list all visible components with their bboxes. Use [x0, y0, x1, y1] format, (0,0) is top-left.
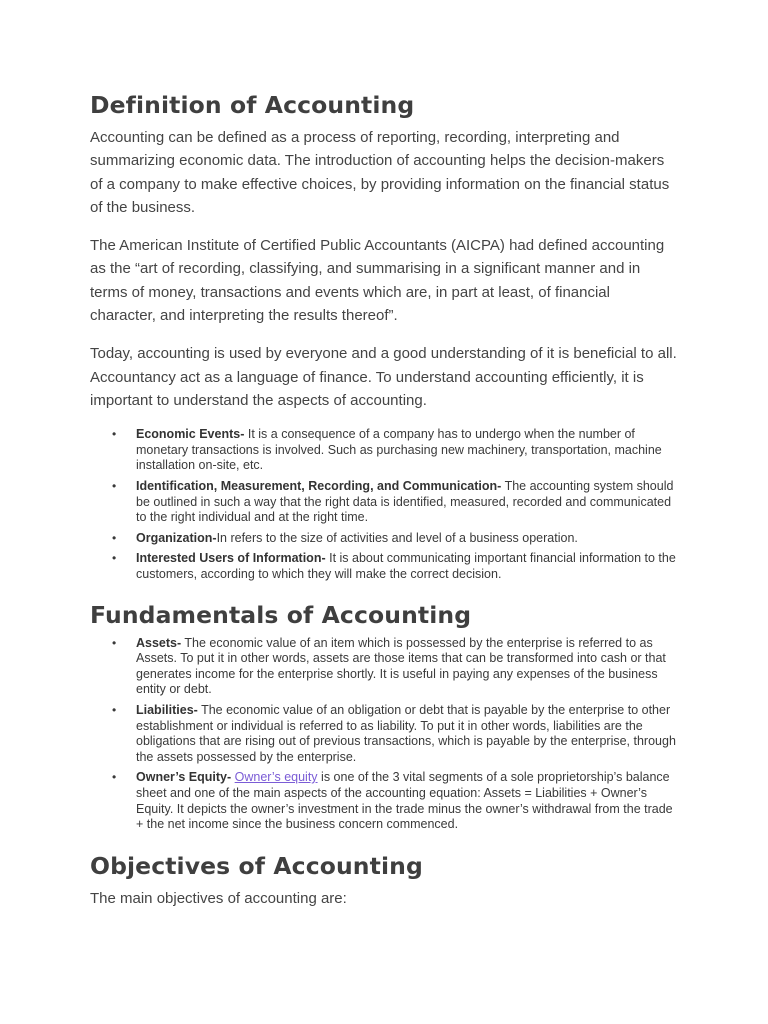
document-page: [90, 88, 678, 925]
aspects-list: [90, 427, 678, 582]
list-item: [90, 427, 678, 474]
section-title-fundamentals: Fundamentals of Accounting: [90, 600, 472, 629]
list-item: [90, 636, 678, 698]
bullet-icon: •: [112, 530, 117, 545]
bullet-icon: •: [112, 770, 117, 785]
list-item-term: Identification, Measurement, Recording, and Communication-: [136, 479, 502, 494]
list-item-term: Liabilities-: [136, 702, 198, 717]
owners-equity-link[interactable]: Owner’s equity: [234, 770, 318, 785]
list-item: [90, 531, 678, 547]
bullet-icon: •: [112, 479, 117, 494]
section-title-objectives: Objectives of Accounting: [90, 851, 423, 880]
bullet-icon: •: [112, 702, 117, 717]
list-item-text: In refers to the size of activities and level of a business operation.: [216, 530, 578, 545]
paragraph: Today, accounting is used by everyone and a good understanding of it is beneficial to all. Accountancy act as a language of finance. To understand accounting efficiently, it is important to understand the aspects of accounting.: [90, 345, 677, 409]
list-item-text: It is about communicating important financial information to the customers, according to which they will make the correct decision.: [136, 551, 676, 582]
list-item: [90, 703, 678, 765]
paragraph: Accounting can be defined as a process of reporting, recording, interpreting and summarizing economic data. The introduction of accounting helps the decision-makers of a company to make effective choices, by providing information on the financial status of the business.: [90, 129, 670, 216]
paragraph: The main objectives of accounting are:: [90, 889, 347, 907]
list-item-term: Owner’s Equity-: [136, 770, 232, 785]
bullet-icon: •: [112, 635, 117, 650]
list-item-term: Economic Events-: [136, 427, 245, 442]
list-item-term: Assets-: [136, 635, 182, 650]
bullet-icon: •: [112, 551, 117, 566]
list-item-text: The accounting system should be outlined in such a way that the right data is identified, measured, recorded and communicated to the right individual and at the right time.: [136, 479, 674, 525]
list-item-text: The economic value of an obligation or debt that is payable by the enterprise to other establishment or individual is referred to as liability. To put it in other words, liabilities are the obligations that are rising out of previous transactions, which is payable by the enterprise, through the assets possessed by the enterprise.: [136, 702, 676, 764]
list-item-text: The economic value of an item which is possessed by the enterprise is referred to as Assets. To put it in other words, assets are those items that can be transformed into cash or that generates income for the enterprise shortly. It is useful in paying any expenses of the business entity or debt.: [136, 635, 666, 697]
section-title-definition: Definition of Accounting: [90, 91, 415, 119]
fundamentals-list: [90, 636, 678, 833]
list-item: [90, 770, 678, 832]
list-item: [90, 551, 678, 582]
bullet-icon: •: [112, 427, 117, 442]
list-item-term: Organization-: [136, 530, 217, 545]
list-item: [90, 479, 678, 526]
list-item-text: It is a consequence of a company has to undergo when the number of monetary transactions is involved. Such as purchasing new machinery, transportation, machine installation on-site, etc.: [136, 427, 662, 473]
list-item-term: Interested Users of Information-: [136, 551, 326, 566]
list-item-text: is one of the 3 vital segments of a sole proprietorship’s balance sheet and one of the main aspects of the accounting equation: Assets = Liabilities + Owner’s Equity. It depicts the owner’s investment in the trade minus the owner’s withdrawal from the trade + the net income since the business concern commenced.: [136, 770, 673, 832]
paragraph: The American Institute of Certified Public Accountants (AICPA) had defined accounting as the “art of recording, classifying, and summarising in a significant manner and in terms of money, transactions and events which are, in part at least, of financial character, and interpreting the results thereof”.: [90, 237, 665, 325]
